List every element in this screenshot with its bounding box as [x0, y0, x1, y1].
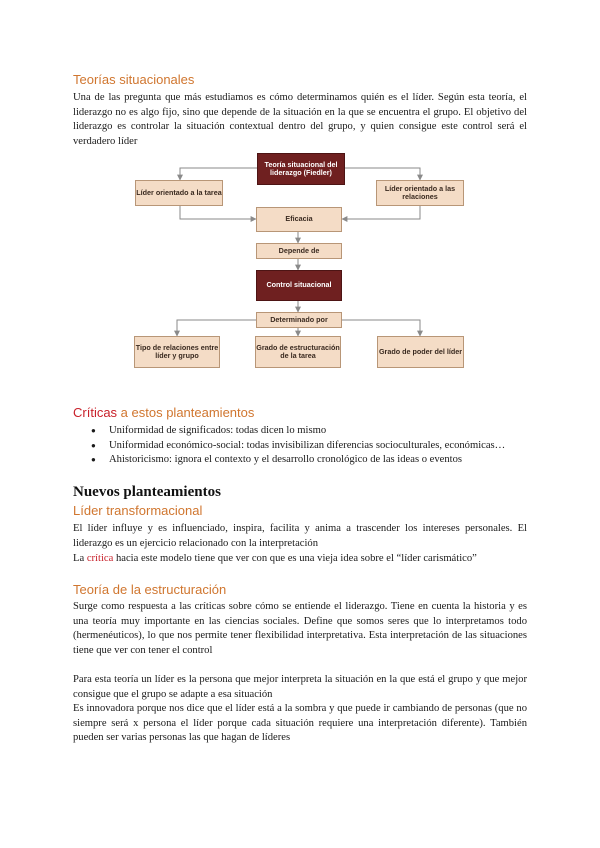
paragraph-teorias-situacionales: Una de las pregunta que más estudiamos es cómo determinamos quién es el líder. Según esta teoría, el liderazgo no es algo fijo, sino que depende de la situación en la que se encuentra el grupo. El objetivo del liderazgo es controlar la situación contextual dentro del grupo, y quien consigue este control será el verdadero líder	[73, 92, 527, 147]
critica-word: crítica	[86, 553, 114, 564]
diagram-box-bottom-mid: Grado de estructuración de la tarea	[255, 336, 341, 368]
list-item: ● Uniformidad de significados: todas dicen lo mismo	[73, 424, 527, 439]
diagram-box-top: Teoría situacional del liderazgo (Fiedler)	[257, 153, 345, 185]
paragraph-critica-lider	[73, 552, 527, 567]
criticas-list	[73, 424, 527, 468]
diagram-box-bottom-right: Grado de poder del líder	[377, 336, 464, 368]
diagram-box-right: Líder orientado a las relaciones	[376, 180, 464, 206]
subheading-teoria-estructuracion: Teoría de la estructuración	[73, 582, 227, 597]
list-item: ● Ahistoricismo: ignora el contexto y el desarrollo cronológico de las ideas o eventos	[73, 453, 527, 468]
paragraph-innovadora: Es innovadora porque nos dice que el líder está a la sombra y que puede ir cambiando de personas (que no siempre será x persona el líder porque cada situación requiere una interpretación diferente). También pueden ser varias personas las que hagan de líderes	[73, 703, 527, 744]
connector-to-bottom-right	[342, 320, 420, 336]
critica-post: hacia este modelo tiene que ver con que es una vieja idea sobre el “líder carismático”	[113, 553, 477, 564]
criticas-heading-rest: a estos planteamientos	[117, 405, 255, 420]
connector-right-to-eficacia	[342, 204, 420, 219]
connector-top-to-left	[180, 168, 257, 180]
paragraph-estructuracion: Surge como respuesta a las críticas sobre cómo se entiende el liderazgo. Tiene en cuenta la historia y es una teoría muy importante en las ciencias sociales. Define que somos seres que lo interpretamos todo (hermenéuticos), lo que nos permite tener flexibilidad interpretativa. Esta interpretación de las situaciones tiene que ver con tener el control	[73, 601, 527, 656]
subheading-lider-transformacional: Líder transformacional	[73, 503, 203, 518]
diagram-box-left: Líder orientado a la tarea	[135, 180, 223, 206]
connector-top-to-right	[345, 168, 420, 180]
section-heading-nuevos-planteamientos: Nuevos planteamientos	[73, 484, 221, 500]
connector-left-to-eficacia	[180, 204, 256, 219]
diagram-box-depende: Depende de	[256, 243, 342, 259]
section-heading-criticas	[73, 405, 254, 420]
list-item: ● Uniformidad económico-social: todas invisibilizan diferencias socioculturales, económicas…	[73, 439, 527, 454]
connector-to-bottom-left	[177, 320, 256, 336]
diagram-box-determinado: Determinado por	[256, 312, 342, 328]
section-heading-teorias-situacionales: Teorías situacionales	[73, 72, 195, 87]
criticas-heading-red: Críticas	[73, 405, 118, 420]
critica-pre: La	[73, 553, 87, 564]
diagram-box-control: Control situacional	[256, 270, 342, 301]
diagram-box-bottom-left: Tipo de relaciones entre líder y grupo	[134, 336, 220, 368]
diagram-box-eficacia: Eficacia	[256, 207, 342, 232]
paragraph-lider-transformacional: El líder influye y es influenciado, inspira, facilita y anima a trascender los intereses personales. El liderazgo es un ejercicio relacionado con la interpretación	[73, 523, 527, 549]
paragraph-lider-interpreta: Para esta teoría un líder es la persona que mejor interpreta la situación en la que está el grupo y que mejor consigue que el grupo se adapte a esa situación	[73, 674, 527, 700]
